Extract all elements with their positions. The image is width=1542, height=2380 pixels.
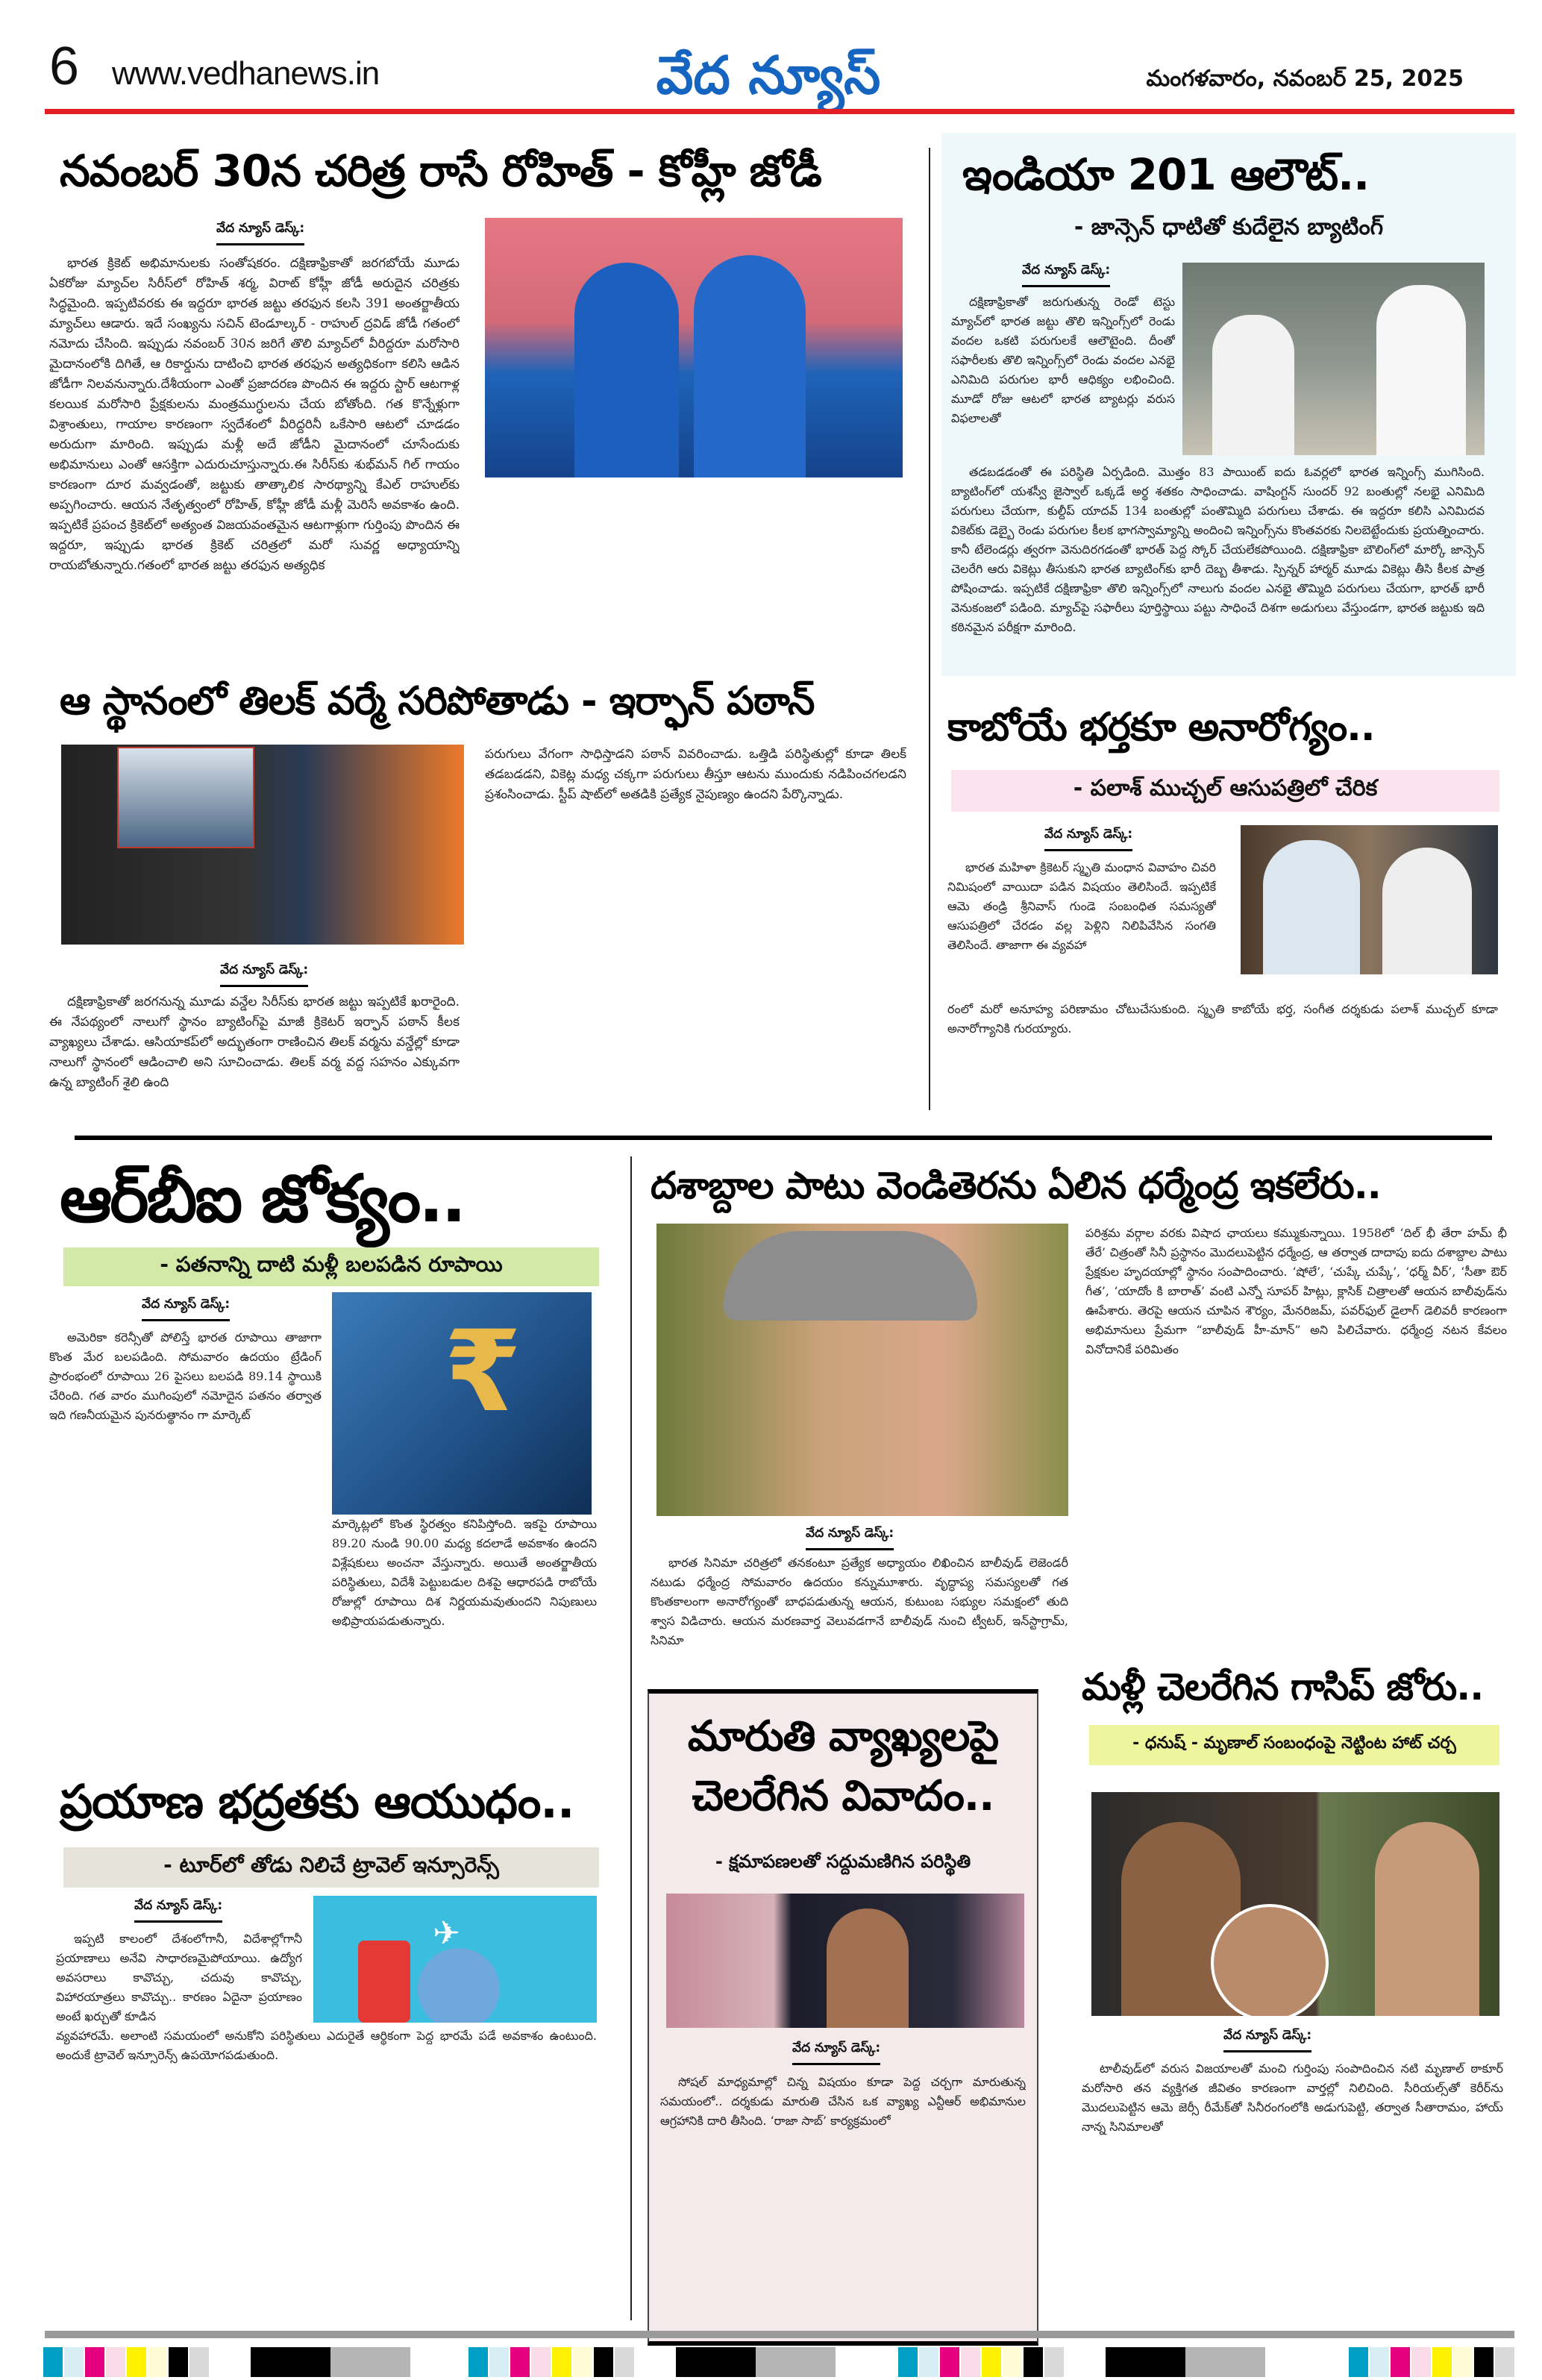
headline-tilak-varma: ఆ స్థానంలో తిలక్ వర్మే సరిపోతాడు - ఇర్ఫాన్ పఠాన్	[60, 679, 815, 724]
color-swatch	[1044, 2347, 1064, 2377]
article-body-tilak-varma-continued: పరుగులు వేగంగా సాధిస్తాడని పఠాన్ వివరించాడు. ఒత్తిడి పరిస్థితుల్లో కూడా తిలక్ తడబడడని, వికెట్ల మధ్య చక్కగా పరుగులు తీస్తూ ఆటను ముందుకు నడిపించగలడని ప్రశంసించాడు. స్టీప్ షాట్‌లో అతడికి ప్రత్యేక నైపుణ్యం ఉందని పేర్కొన్నాడు.	[485, 747, 906, 802]
inset-photo-irfan	[117, 747, 254, 848]
section-divider	[75, 1136, 1492, 1140]
color-swatch	[148, 2347, 167, 2377]
print-color-marks	[43, 2347, 1520, 2377]
inset-photo-circle	[1211, 1904, 1329, 2016]
photo-travel-illustration	[313, 1896, 597, 2023]
subhead-gossip: - ధనుష్ - మృణాల్ సంబంధంపై నెట్టింట హాట్ చర్చ	[1089, 1725, 1499, 1765]
color-swatch	[898, 2347, 918, 2377]
masthead-rule	[45, 109, 1514, 114]
color-swatch	[189, 2347, 209, 2377]
photo-palash-smriti	[1241, 825, 1498, 974]
color-swatch	[1024, 2347, 1043, 2377]
subhead-travel-insurance: - టూర్‌లో తోడు నిలిచే ట్రావెల్ ఇన్సూరెన్స్	[63, 1847, 599, 1888]
color-swatch	[468, 2347, 488, 2377]
article-body-dharmendra: పరిశ్రమ వర్గాల వరకు విషాద ఛాయలు కమ్ముకున్నాయి. 1958లో ‘దిల్ భీ తేరా హమ్ భీ తేరే’ చిత్రంతో సినీ ప్రస్థానం మొదలుపెట్టిన ధర్మేంద్ర, ఆ తర్వాత దాదాపు ఐదు దశాబ్దాల పాటు ప్రేక్షకుల హృదయాల్లో స్థానం సంపాదించారు. ‘షోలే’, ‘చుప్కే చుప్కే’, ‘ధర్మ్ వీర్’, ‘సీతా ఔర్ గీత’, ‘యాదోం కి బారాత్’ వంటి ఎన్నో సూపర్ హిట్లు, క్లాసిక్ చిత్రాలతో ఆయన బాలీవుడ్‌ను ఊపేశారు. తెరపై ఆయన చూపిన శౌర్యం, మేనరిజమ్, పవర్‌ఫుల్ డైలాగ్ డెలివరీ కారణంగా అభిమానులు ప్రేమగా “బాలీవుడ్ హీ-మాన్” అని పిలిచేవారు. ధర్మేంద్ర నటన కేవలం వినోదానికే పరిమితం	[1085, 1226, 1507, 1356]
page-number: 6	[49, 37, 80, 96]
article-body-palash-continued: రంలో మరో అనూహ్య పరిణామం చోటుచేసుకుంది. స్మృతి కాబోయే భర్త, సంగీత దర్శకుడు పలాశ్ ముచ్చల్ కూడా అనారోగ్యానికి గురయ్యారు.	[947, 1002, 1498, 1036]
photo-irfan-tilak	[61, 745, 464, 945]
article-body-dharmendra-continued: భారత సినిమా చరిత్రలో తనకంటూ ప్రత్యేక అధ్యాయం లిఖించిన బాలీవుడ్ లెజెండరీ నటుడు ధర్మేంద్ర సోమవారం ఉదయం కన్నుమూశారు. వృద్ధాప్య సమస్యలతో గత కొంతకాలంగా అనారోగ్యంతో బాధపడుతున్న ఆయన, కుటుంబ సభ్యుల సమక్షంలో తుది శ్వాస విడిచారు. ఆయన మరణవార్త వెలువడగానే బాలీవుడ్ నుంచి ట్వీటర్, ఇన్‌స్టాగ్రామ్, సినిమా	[651, 1556, 1068, 1647]
newspaper-logo: వేద న్యూస్	[656, 45, 881, 106]
color-swatch	[1453, 2347, 1473, 2377]
color-swatch	[940, 2347, 959, 2377]
article-body-travel-insurance-continued: వ్యవహారమే. అలాంటి సమయంలో అనుకోని పరిస్థితులు ఎదురైతే ఆర్థికంగా పెద్ద భారమే పడే అవకాశం ఉంటుంది. అందుకే ట్రావెల్ ఇన్సూరెన్స్ ఉపయోగపడుతుంది.	[56, 2029, 597, 2062]
headline-maruthi-line2: చెలరేగిన వివాదం..	[692, 1772, 994, 1820]
article-body-rohit-kohli: భారత క్రికెట్ అభిమానులకు సంతోషకరం. దక్షిణాఫ్రికాతో జరగబోయే మూడు ఏకరోజు మ్యాచ్‌ల సిరీస్‌లో రోహిత్ శర్మ, విరాట్ కోహ్లీ జోడీ అరుదైన చరిత్రకు సిద్ధమైంది. ఇప్పటివరకు ఈ ఇద్దరూ భారత జట్టు తరఫున కలసి 391 అంతర్జాతీయ మ్యాచ్‌లు ఆడారు. ఇదే సంఖ్యను సచిన్ టెండూల్కర్ - రాహుల్ ద్రవిడ్ జోడీ గతంలో నమోదు చేసింది. ఇప్పుడు నవంబర్ 30న జరిగే తొలి మ్యాచ్‌లో వీరిద్దరూ మరోసారి మైదానంలోకి దిగితే, ఆ రికార్డును దాటించి భారత తరఫున అత్యధికంగా కలిసి ఆడిన జోడీగా నిలవనున్నారు.దేశీయంగా ఎంతో ప్రజాదరణ పొందిన ఈ ఇద్దరు స్టార్ ఆటగాళ్ల కలయిక మరోసారి ప్రేక్షకులను మంత్రముగ్ధులను చేయ బోతోంది. గత కొన్నేళ్లుగా విశ్రాంతులు, గాయాల కారణంగా స్వదేశంలో వీరిద్దరినీ ఒకేసారి ఆటలో చూడడం అరుదుగా మారింది. ఇప్పుడు మళ్లీ అదే జోడీని మైదానంలో చూసేందుకు అభిమానులు ఎంతో ఆసక్తిగా ఎదురుచూస్తున్నారు.ఈ సిరీస్‌కు శుభ్‌మన్ గిల్ గాయం కారణంగా దూర మవ్వడంతో, జట్టుకు తాత్కాలిక సారథ్యాన్ని కేఎల్ రాహుల్‌కు అప్పగించారు. ఆయన నేతృత్వంలో రోహిత్, కోహ్లీ జోడీ మళ్లీ మెరిసే అవకాశం ఉంది. ఇప్పటికే ప్రపంచ క్రికెట్‌లో అత్యంత విజయవంతమైన ఆటగాళ్లుగా గుర్తింపు పొందిన ఈ ఇద్దరూ, ఇప్పుడు భారత క్రికెట్ చరిత్రలో మరో సువర్ణ అధ్యాయాన్ని రాయబోతున్నారు.గతంలో భారత జట్టు తరఫున అత్యధిక	[49, 256, 460, 573]
photo-dhanush-mrunal	[1091, 1792, 1499, 2016]
subhead-rbi: - పతనాన్ని దాటి మళ్లీ బలపడిన రూపాయి	[63, 1247, 599, 1286]
color-swatch	[169, 2347, 188, 2377]
article-body-india-201-continued: తడబడడంతో ఈ పరిస్థితి ఏర్పడింది. మొత్తం 83 పాయింట్ ఐదు ఓవర్లలో భారత ఇన్నింగ్స్ ముగిసింది. బ్యాటింగ్‌లో యశస్వీ జైస్వాల్ ఒక్కడే అర్థ శతకం సాధించాడు. వాషింగ్టన్ సుందర్ 92 బంతుల్లో నలభై ఎనిమిది పరుగులు చేయగా, కుల్దీప్ యాదవ్ 134 బంతుల్లో పంతొమ్మిది పరుగులు చేశాడు. ఈ ఇద్దరూ కలిసి ఎనిమిదవ వికెట్‌కు డెబ్బై రెండు పరుగుల కీలక భాగస్వామ్యాన్ని అందించి ఇన్నింగ్స్‌ను కొంతవరకు నిలబెట్టేందుకు ప్రయత్నించారు. కానీ టేలెండర్లు త్వరగా వెనుదిరగడంతో భారత్ పెద్ద స్కోర్ చేయలేకపోయింది. దక్షిణాఫ్రికా బౌలింగ్‌లో మార్కో జాన్సెన్ చెలరేగి ఆరు వికెట్లు తీసుకుని భారత బ్యాటింగ్‌కు భారీ దెబ్బ తీశాడు. స్పిన్నర్ హార్మర్ మూడు వికెట్లు తీసి కీలక పాత్ర పోషించాడు. ఇప్పటికే దక్షిణాఫ్రికా తొలి ఇన్నింగ్స్‌లో నాలుగు వందల ఎనభై తొమ్మిది పరుగులు చేయగా, భారత్ భారీ వెనుకంజలో పడింది. మ్యాచ్‌పై సఫారీలు పూర్తిస్థాయి పట్టు సాధించే దిశగా అడుగులు వేస్తుండగా, భారత జట్టుకు ఇది కఠినమైన పరీక్షగా మారింది.	[951, 465, 1485, 634]
subhead-maruthi: - క్షమాపణలతో సద్దుమణిగిన పరిస్థితి	[715, 1851, 971, 1872]
byline: వేద న్యూస్ డెస్క్:	[1044, 827, 1132, 851]
globe-icon	[418, 1948, 500, 2023]
color-swatch	[615, 2347, 634, 2377]
photo-dharmendra	[656, 1224, 1068, 1516]
player-figure	[574, 263, 679, 477]
color-swatch	[1432, 2347, 1452, 2377]
subhead-palash: - పలాశ్ ముచ్చల్ ఆసుపత్రిలో చేరిక	[951, 770, 1499, 812]
color-swatch	[594, 2347, 613, 2377]
rupee-icon: ₹	[444, 1307, 522, 1437]
column-divider	[929, 148, 930, 1110]
article-body-maruthi: సోషల్ మాధ్యమాల్లో చిన్న విషయం కూడా పెద్ద చర్చగా మారుతున్న సమయంలో.. దర్శకుడు మారుతి చేసిన ఒక వ్యాఖ్య ఎన్టీఆర్ అభిమానుల ఆగ్రహానికి దారి తీసింది. ‘రాజా సాబ్’ కార్యక్రమంలో	[660, 2075, 1026, 2128]
suitcase-icon	[358, 1941, 410, 2023]
color-swatch	[1349, 2347, 1368, 2377]
density-mark	[676, 2347, 836, 2377]
headline-palash: కాబోయే భర్తకూ అనారోగ్యం..	[947, 705, 1375, 750]
byline: వేద న్యూస్ డెస్క్:	[216, 221, 304, 245]
issue-date: మంగళవారం, నవంబర్ 25, 2025	[1146, 66, 1464, 92]
byline: వేద న్యూస్ డెస్క్:	[792, 2041, 880, 2065]
article-body-india-201: దక్షిణాఫ్రికాతో జరుగుతున్న రెండో టెస్టు మ్యాచ్‌లో భారత జట్టు తొలి ఇన్నింగ్స్‌లో రెండు వందల ఒకటి పరుగులకే ఆలౌటైంది. దీంతో సఫారీలకు తొలి ఇన్నింగ్స్‌లో రెండు వందల ఎనభై ఎనిమిది పరుగుల భారీ ఆధిక్యం లభించింది. మూడో రోజు ఆటలో భారత బ్యాటర్లు వరుస విఫలాలతో	[951, 295, 1175, 425]
photo-maruthi	[666, 1894, 1024, 2028]
color-swatch	[127, 2347, 146, 2377]
color-swatch	[1370, 2347, 1389, 2377]
byline: వేద న్యూస్ డెస్క్:	[134, 1898, 222, 1923]
website-link[interactable]: www.vedhanews.in	[112, 55, 380, 92]
column-divider	[630, 1156, 632, 2320]
color-swatch	[1474, 2347, 1494, 2377]
headline-dharmendra: దశాబ్దాల పాటు వెండితెరను ఏలిన ధర్మేంద్ర ఇకలేరు..	[651, 1164, 1381, 1207]
article-body-rbi: అమెరికా కరెన్సీతో పోలిస్తే భారత రూపాయి తాజాగా కొంత మేర బలపడింది. సోమవారం ఉదయం ట్రేడింగ్ ప్రారంభంలో రూపాయి 26 పైసలు బలపడి 89.14 స్థాయికి చేరింది. గత వారం ముగింపులో నమోదైన పతనం తర్వాత ఇది గణనీయమైన పునరుత్థానం గా మార్కెట్	[49, 1330, 322, 1422]
masthead	[0, 0, 1542, 119]
color-swatch	[961, 2347, 980, 2377]
headline-maruthi-line1: మారుతి వ్యాఖ్యలపై	[687, 1712, 999, 1761]
batter-figure	[1212, 315, 1294, 455]
color-swatch	[573, 2347, 592, 2377]
headline-india-201: ఇండియా 201 ఆలౌట్..	[962, 149, 1370, 200]
color-swatch	[1003, 2347, 1022, 2377]
byline: వేద న్యూస్ డెస్క్:	[220, 962, 308, 987]
person-figure	[827, 1908, 909, 2028]
headline-rohit-kohli: నవంబర్ 30న చరిత్ర రాసే రోహిత్ - కోహ్లీ జోడీ	[60, 145, 821, 196]
photo-rupee-symbol	[332, 1292, 592, 1515]
headline-rbi: ఆర్‌బీఐ జోక్యం..	[60, 1160, 465, 1237]
article-body-gossip: టాలీవుడ్‌లో వరుస విజయాలతో మంచి గుర్తింపు సంపాదించిన నటి మృణాల్ ఠాకూర్ మరోసారి తన వ్యక్తిగత జీవితం కారణంగా వార్తల్లో నిలిచింది. సీరియల్స్‌తో కెరీర్‌ను మొదలుపెట్టిన ఆమె జెర్సీ రీమేక్‌తో సినీరంగంలోకి అడుగుపెట్టి, తర్వాత సీతారామం, హాయ్ నాన్న సినిమాలతో	[1082, 2061, 1503, 2134]
article-body-rohit-kohli-continued	[485, 477, 903, 642]
color-swatch	[43, 2347, 63, 2377]
photo-india-batters	[1182, 263, 1485, 455]
article-body-rbi-continued: మార్కెట్లలో కొంత స్థిరత్వం కనిపిస్తోంది. ఇకపై రూపాయి 89.20 నుండి 90.00 మధ్య కదలాడే అవకాశం ఉందని విశ్లేషకులు అంచనా వేస్తున్నారు. అయితే అంతర్జాతీయ పరిస్థితులు, విదేశీ పెట్టుబడుల దిశపై ఆధారపడి రాబోయే రోజుల్లో రూపాయి దిశ నిర్ణయమవుతుందని నిపుణులు అభిప్రాయపడుతున్నారు.	[332, 1517, 597, 1628]
color-swatch	[1391, 2347, 1410, 2377]
article-body-travel-insurance: ఇప్పటి కాలంలో దేశంలోగానీ, విదేశాల్లోగానీ ప్రయాణాలు అనేవి సాధారణమైపోయాయి. ఉద్యోగ అవసరాలు కావొచ్చు, చదువు కావొచ్చు, విహారయాత్రలు కావొచ్చు.. కారణం ఏదైనా ప్రయాణం అంటే ఖర్చుతో కూడిన	[56, 1932, 302, 2023]
person-figure	[1382, 848, 1472, 974]
subhead-india-201: - జాన్సెన్ ధాటితో కుదేలైన బ్యాటింగ్	[1074, 214, 1384, 240]
color-swatch	[531, 2347, 551, 2377]
article-body-palash: భారత మహిళా క్రికెటర్ స్మృతి మంధాన వివాహం చివరి నిమిషంలో వాయిదా పడిన విషయం తెలిసిందే. ఇప్పటికే ఆమె తండ్రి శ్రీనివాస్ గుండె సంబంధిత సమస్యతో ఆసుపత్రిలో చేరడం వల్ల పెళ్లిని నిలిపివేసిన సంగతి తెలిసిందే. తాజాగా ఈ వ్యవహా	[947, 860, 1216, 952]
density-mark	[1106, 2347, 1265, 2377]
color-swatch	[510, 2347, 530, 2377]
footer-rule	[45, 2331, 1514, 2338]
color-swatch	[1495, 2347, 1514, 2377]
person-figure	[1375, 1822, 1479, 2016]
color-swatch	[982, 2347, 1001, 2377]
byline: వేద న్యూస్ డెస్క్:	[806, 1526, 894, 1550]
color-swatch	[64, 2347, 84, 2377]
headline-gossip: మళ్లీ చెలరేగిన గాసిప్ జోరు..	[1082, 1665, 1484, 1709]
person-figure	[1263, 840, 1360, 974]
color-swatch	[919, 2347, 938, 2377]
color-swatch	[552, 2347, 571, 2377]
color-swatch	[489, 2347, 509, 2377]
byline: వేద న్యూస్ డెస్క్:	[1022, 263, 1110, 287]
color-swatch	[1411, 2347, 1431, 2377]
batter-figure	[1376, 285, 1466, 455]
headline-travel-insurance: ప్రయాణ భద్రతకు ఆయుధం..	[60, 1774, 574, 1829]
article-body-tilak-varma: దక్షిణాఫ్రికాతో జరగనున్న మూడు వన్డేల సిరీస్‌కు భారత జట్టు ఇప్పటికే ఖరారైంది. ఈ నేపథ్యంలో నాలుగో స్థానం బ్యాటింగ్‌పై మాజీ క్రికెటర్ ఇర్ఫాన్ పఠాన్ కీలక వ్యాఖ్యలు చేశాడు. ఆసియాకప్‌లో అద్భుతంగా రాణించిన తిలక్ వర్మను వన్డేల్లో కూడా నాలుగో స్థానంలో ఆడించాలి అని సూచించాడు. తిలక్ వర్మ వద్ద సహనం ఎక్కువగా ఉన్న బ్యాటింగ్ శైలి ఉంది	[49, 995, 460, 1090]
byline: వేద న్యూస్ డెస్క్:	[142, 1297, 230, 1321]
photo-rohit-kohli	[485, 218, 903, 477]
player-figure	[694, 255, 806, 477]
airplane-icon: ✈	[433, 1914, 460, 1952]
byline: వేద న్యూస్ డెస్క్:	[1223, 2028, 1311, 2052]
color-swatch	[85, 2347, 104, 2377]
cap-shape	[724, 1231, 977, 1321]
density-mark	[251, 2347, 410, 2377]
color-swatch	[106, 2347, 125, 2377]
